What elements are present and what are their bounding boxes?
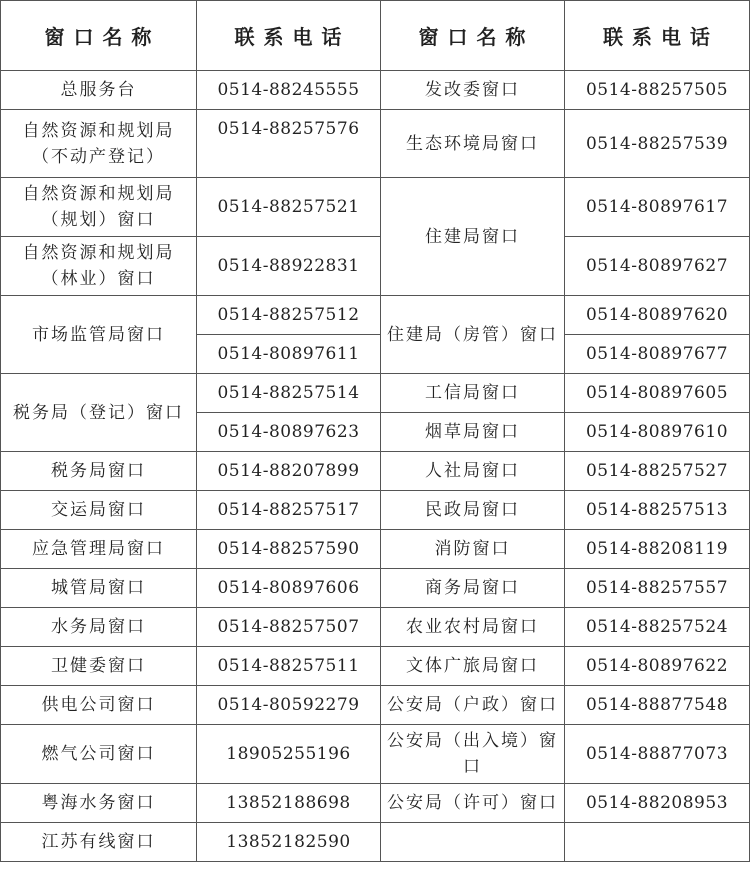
window-name: 城管局窗口 xyxy=(1,569,197,608)
table-row xyxy=(1,237,750,296)
empty-cell xyxy=(565,823,750,862)
phone-number: 0514-80897605 xyxy=(565,374,750,413)
phone-number: 0514-88257511 xyxy=(197,647,381,686)
phone-number: 0514-88257590 xyxy=(197,530,381,569)
window-name: 工信局窗口 xyxy=(381,374,565,413)
window-name: 人社局窗口 xyxy=(381,452,565,491)
phone-number: 0514-88257521 xyxy=(197,178,381,237)
window-name: 公安局（出入境）窗口 xyxy=(381,725,565,784)
window-name: 市场监管局窗口 xyxy=(1,296,197,374)
window-name: 交运局窗口 xyxy=(1,491,197,530)
phone-number: 0514-88257517 xyxy=(197,491,381,530)
window-name: 农业农村局窗口 xyxy=(381,608,565,647)
window-name: 民政局窗口 xyxy=(381,491,565,530)
window-name: 住建局（房管）窗口 xyxy=(381,296,565,374)
phone-number: 0514-88208953 xyxy=(565,784,750,823)
phone-number: 0514-80897611 xyxy=(197,335,381,374)
window-name: 住建局窗口 xyxy=(381,178,565,296)
window-name: 文体广旅局窗口 xyxy=(381,647,565,686)
phone-number: 18905255196 xyxy=(197,725,381,784)
phone-number: 0514-80897623 xyxy=(197,413,381,452)
phone-number: 13852182590 xyxy=(197,823,381,862)
header-contact-phone: 联 系 电 话 xyxy=(565,1,750,71)
phone-number: 0514-88922831 xyxy=(197,237,381,296)
table-row xyxy=(1,608,750,647)
header-contact-phone: 联 系 电 话 xyxy=(197,1,381,71)
window-name: 供电公司窗口 xyxy=(1,686,197,725)
table-row xyxy=(1,823,750,862)
table-row xyxy=(1,71,750,110)
window-name: 发改委窗口 xyxy=(381,71,565,110)
window-name: 生态环境局窗口 xyxy=(381,110,565,178)
table-row xyxy=(1,530,750,569)
window-name: 消防窗口 xyxy=(381,530,565,569)
window-name: 总服务台 xyxy=(1,71,197,110)
table-row xyxy=(1,296,750,335)
window-name: 自然资源和规划局（林业）窗口 xyxy=(1,237,197,296)
phone-number: 0514-88207899 xyxy=(197,452,381,491)
window-name: 卫健委窗口 xyxy=(1,647,197,686)
phone-number: 0514-80592279 xyxy=(197,686,381,725)
phone-number: 0514-80897620 xyxy=(565,296,750,335)
window-name: 自然资源和规划局（规划）窗口 xyxy=(1,178,197,237)
window-name: 燃气公司窗口 xyxy=(1,725,197,784)
phone-number: 0514-88245555 xyxy=(197,71,381,110)
phone-number: 0514-80897677 xyxy=(565,335,750,374)
table-row xyxy=(1,452,750,491)
window-name: 税务局（登记）窗口 xyxy=(1,374,197,452)
window-name: 公安局（许可）窗口 xyxy=(381,784,565,823)
table-row xyxy=(1,686,750,725)
phone-number: 0514-88257524 xyxy=(565,608,750,647)
phone-number: 0514-80897617 xyxy=(565,178,750,237)
header-window-name: 窗 口 名 称 xyxy=(381,1,565,71)
phone-number: 0514-80897606 xyxy=(197,569,381,608)
phone-number: 13852188698 xyxy=(197,784,381,823)
window-name: 应急管理局窗口 xyxy=(1,530,197,569)
phone-number: 0514-88257539 xyxy=(565,110,750,178)
phone-number: 0514-80897622 xyxy=(565,647,750,686)
window-name: 公安局（户政）窗口 xyxy=(381,686,565,725)
phone-number: 0514-80897610 xyxy=(565,413,750,452)
table-row xyxy=(1,374,750,413)
header-window-name: 窗 口 名 称 xyxy=(1,1,197,71)
window-name: 自然资源和规划局（不动产登记） xyxy=(1,110,197,178)
empty-cell xyxy=(381,823,565,862)
phone-number: 0514-88877548 xyxy=(565,686,750,725)
phone-number: 0514-88877073 xyxy=(565,725,750,784)
table-row xyxy=(1,178,750,237)
window-name: 粤海水务窗口 xyxy=(1,784,197,823)
phone-number: 0514-88257507 xyxy=(197,608,381,647)
window-name: 江苏有线窗口 xyxy=(1,823,197,862)
table-row xyxy=(1,784,750,823)
window-name: 烟草局窗口 xyxy=(381,413,565,452)
window-name: 水务局窗口 xyxy=(1,608,197,647)
table-row xyxy=(1,569,750,608)
phone-number: 0514-88257513 xyxy=(565,491,750,530)
phone-number: 0514-88257576 xyxy=(197,110,381,178)
table-row xyxy=(1,647,750,686)
table-row xyxy=(1,110,750,178)
window-name: 商务局窗口 xyxy=(381,569,565,608)
phone-number: 0514-88257557 xyxy=(565,569,750,608)
header-row xyxy=(1,1,750,71)
table-row xyxy=(1,491,750,530)
phone-number: 0514-80897627 xyxy=(565,237,750,296)
phone-number: 0514-88257512 xyxy=(197,296,381,335)
window-name: 税务局窗口 xyxy=(1,452,197,491)
table-row xyxy=(1,725,750,784)
phone-number: 0514-88257505 xyxy=(565,71,750,110)
phone-number: 0514-88257527 xyxy=(565,452,750,491)
phone-number: 0514-88208119 xyxy=(565,530,750,569)
phone-number: 0514-88257514 xyxy=(197,374,381,413)
